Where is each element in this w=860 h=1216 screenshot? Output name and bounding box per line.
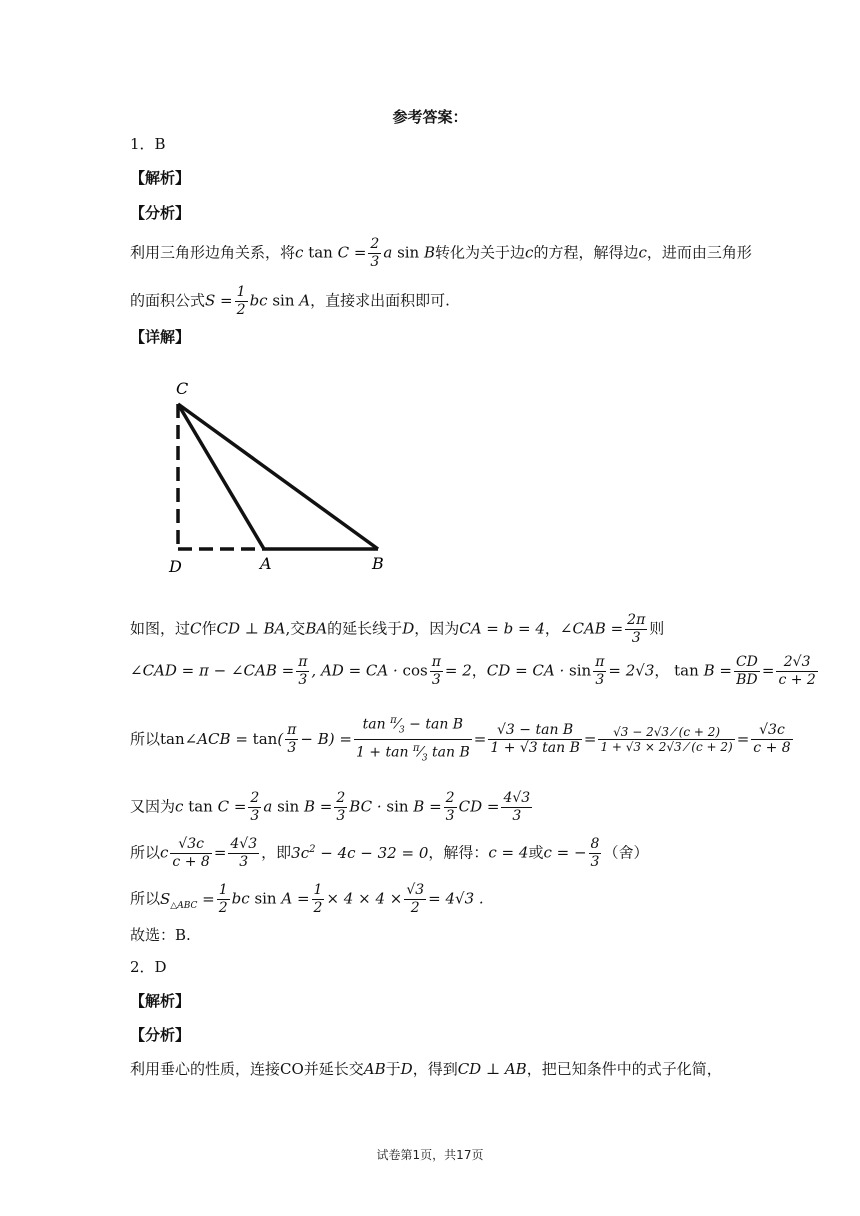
- segment-CB: [178, 404, 378, 549]
- q1-detail-line-3: 所以tan∠ACB = tan( $\frac{\pi}{3}$ − B) = $\frac{\tan ^\pi⁄_3 - \tan B}{1 + \tan ^\pi⁄_3 \tan B}$ = $\frac{\text{√3 − tan B}}{\text{1 + √3 tan B}}$ = $\frac{√3 - 2√3 ⁄ (c + 2)}{1 + √3 \times 2√3 ⁄ (c + 2)}$ = $\frac{√3c}{c + 8}$: [130, 712, 795, 768]
- q2-fenxi-heading: 【分析】: [130, 1026, 191, 1044]
- label-D: D: [169, 557, 182, 576]
- q2-analysis-line-1: 利用垂心的性质，连接CO并延长交AB于D，得到CD ⊥ AB，把已知条件中的式子化简，: [130, 1060, 722, 1078]
- q1-detail-line-1: 如图，过C作CD ⊥ BA,交BA的延长线于D，因为CA = b = 4，∠CAB = $\frac{2\pi}{3}$ 则: [130, 612, 665, 646]
- q1-jiexi-heading: 【解析】: [130, 169, 191, 187]
- q1-fenxi-heading: 【分析】: [130, 204, 191, 222]
- q1-detail-line-6: 所以$S_{\triangle ABC}$ = $\frac{1}{2}$ bc sin A = $\frac{1}{2}$ × 4 × 4 × $\frac{√3}{2}$ = 4√3 .: [130, 882, 484, 916]
- q2-number: 2．D: [130, 958, 167, 976]
- q1-detail-line-2: ∠CAD = π − ∠CAB = $\frac{\pi}{3}$ , AD = CA · cos $\frac{\pi}{3}$ = 2，CD = CA · sin $\frac{\pi}{3}$ = 2√3， tan B = $\frac{CD}{BD}$ = $\frac{2√3}{c + 2}$: [130, 654, 816, 688]
- q1-conclusion: 故选：B.: [130, 926, 191, 944]
- q1-detail-line-5: 所以c $\frac{√3c}{c + 8}$ = $\frac{4√3}{3}$ ，即$3c^2 - 4c - 32 = 0$，解得：c = 4或c = − $\frac{8}{3}$ （舍）: [130, 836, 649, 870]
- page-footer: 试卷第1页，共17页: [376, 1148, 484, 1162]
- label-A: A: [260, 554, 272, 573]
- q1-number: 1．B: [130, 135, 166, 153]
- q1-detail-line-4: 又因为c tan C = $\frac{2}{3}$ a sin B = $\frac{2}{3}$ BC · sin B = $\frac{2}{3}$ CD = $\frac{4√3}{3}$: [130, 790, 531, 824]
- label-C: C: [176, 379, 189, 398]
- formula-ctanC: c tan C =: [295, 243, 367, 262]
- triangle-figure: [160, 372, 400, 582]
- q1-xiangjie-heading: 【详解】: [130, 328, 191, 346]
- q2-jiexi-heading: 【解析】: [130, 992, 191, 1010]
- segment-CA: [178, 404, 264, 549]
- q1-analysis-line-2: 的面积公式S = $\frac{1}{2}$ bc sin A，直接求出面积即可.: [130, 284, 450, 318]
- q1-analysis-line-1: 利用三角形边角关系，将c tan C = $\frac{2}{3}$ a sin B转化为关于边c的方程，解得边c，进而由三角形: [130, 236, 752, 270]
- label-B: B: [372, 554, 384, 573]
- page-title: 参考答案：: [392, 108, 468, 126]
